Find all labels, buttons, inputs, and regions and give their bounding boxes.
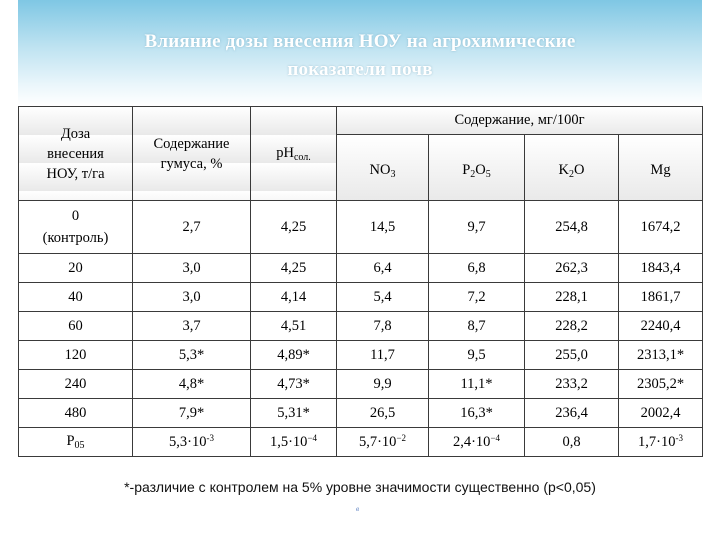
value-cell: 3,0 <box>133 254 251 283</box>
value-cell: 2002,4 <box>619 399 703 428</box>
p05-cell: $1,7\cdot 10^{-3}$ <box>619 428 703 457</box>
dose-cell: 480 <box>19 399 133 428</box>
value-cell: 4,25 <box>251 201 337 254</box>
dose-header: Доза внесения НОУ, т/га <box>19 107 133 201</box>
p2o5-header: $P_2O_5$ <box>429 135 525 201</box>
value-cell: 4,25 <box>251 254 337 283</box>
value-cell: 7,2 <box>429 283 525 312</box>
table-row <box>19 370 703 399</box>
p05-cell: $5,7\cdot 10^{-2}$ <box>337 428 429 457</box>
title-line-2: показатели почв <box>287 59 433 80</box>
value-cell: 255,0 <box>525 341 619 370</box>
value-cell: 1861,7 <box>619 283 703 312</box>
value-cell: 228,1 <box>525 283 619 312</box>
value-cell: 6,4 <box>337 254 429 283</box>
value-cell: 262,3 <box>525 254 619 283</box>
value-cell: 4,8* <box>133 370 251 399</box>
value-cell: 4,89* <box>251 341 337 370</box>
value-cell: 1674,2 <box>619 201 703 254</box>
value-cell: 11,1* <box>429 370 525 399</box>
value-cell: 26,5 <box>337 399 429 428</box>
content-group-header: Содержание, мг/100г <box>337 107 703 135</box>
value-cell: 4,51 <box>251 312 337 341</box>
value-cell: 8,7 <box>429 312 525 341</box>
k2o-header: $K_2O$ <box>525 135 619 201</box>
header-row-1 <box>19 107 703 135</box>
value-cell: 9,7 <box>429 201 525 254</box>
no3-header: $NO_3$ <box>337 135 429 201</box>
value-cell: 228,2 <box>525 312 619 341</box>
value-cell: 3,0 <box>133 283 251 312</box>
p05-label: $P_{05}$ <box>19 428 133 457</box>
dose-cell: 120 <box>19 341 133 370</box>
dose-cell: 240 <box>19 370 133 399</box>
value-cell: 2313,1* <box>619 341 703 370</box>
mg-header: Mg <box>619 135 703 201</box>
p05-cell: $1,5\cdot 10^{-4}$ <box>251 428 337 457</box>
value-cell: 5,31* <box>251 399 337 428</box>
value-cell: 5,3* <box>133 341 251 370</box>
value-cell: 2240,4 <box>619 312 703 341</box>
value-cell: 254,8 <box>525 201 619 254</box>
table-row <box>19 312 703 341</box>
value-cell: 14,5 <box>337 201 429 254</box>
title-line-1: Влияние дозы внесения НОУ на агрохимические <box>144 31 576 52</box>
small-mark: в <box>356 505 360 513</box>
table-row-p05 <box>19 428 703 457</box>
ph-header: $pH_{сол.}$ <box>251 107 337 201</box>
dose-cell: 40 <box>19 283 133 312</box>
value-cell: 11,7 <box>337 341 429 370</box>
value-cell: 6,8 <box>429 254 525 283</box>
value-cell: 9,9 <box>337 370 429 399</box>
value-cell: 4,14 <box>251 283 337 312</box>
table-row <box>19 283 703 312</box>
humus-header: Содержание гумуса, % <box>133 107 251 201</box>
value-cell: 2,7 <box>133 201 251 254</box>
table-row-control <box>19 201 703 254</box>
footnote: *-различие с контролем на 5% уровне значимости существенно (р<0,05) <box>124 479 596 495</box>
table-row <box>19 399 703 428</box>
value-cell: 9,5 <box>429 341 525 370</box>
value-cell: 5,4 <box>337 283 429 312</box>
table-row <box>19 341 703 370</box>
value-cell: 3,7 <box>133 312 251 341</box>
value-cell: 16,3* <box>429 399 525 428</box>
p05-cell: 0,8 <box>525 428 619 457</box>
value-cell: 4,73* <box>251 370 337 399</box>
value-cell: 236,4 <box>525 399 619 428</box>
agrochemical-table <box>18 106 703 457</box>
value-cell: 233,2 <box>525 370 619 399</box>
slide-title <box>18 28 702 84</box>
dose-cell: 60 <box>19 312 133 341</box>
value-cell: 2305,2* <box>619 370 703 399</box>
p05-cell: $5,3\cdot 10^{-3}$ <box>133 428 251 457</box>
dose-cell: 0 (контроль) <box>19 201 133 254</box>
dose-cell: 20 <box>19 254 133 283</box>
value-cell: 7,8 <box>337 312 429 341</box>
table-row <box>19 254 703 283</box>
p05-cell: $2,4\cdot 10^{-4}$ <box>429 428 525 457</box>
value-cell: 1843,4 <box>619 254 703 283</box>
value-cell: 7,9* <box>133 399 251 428</box>
